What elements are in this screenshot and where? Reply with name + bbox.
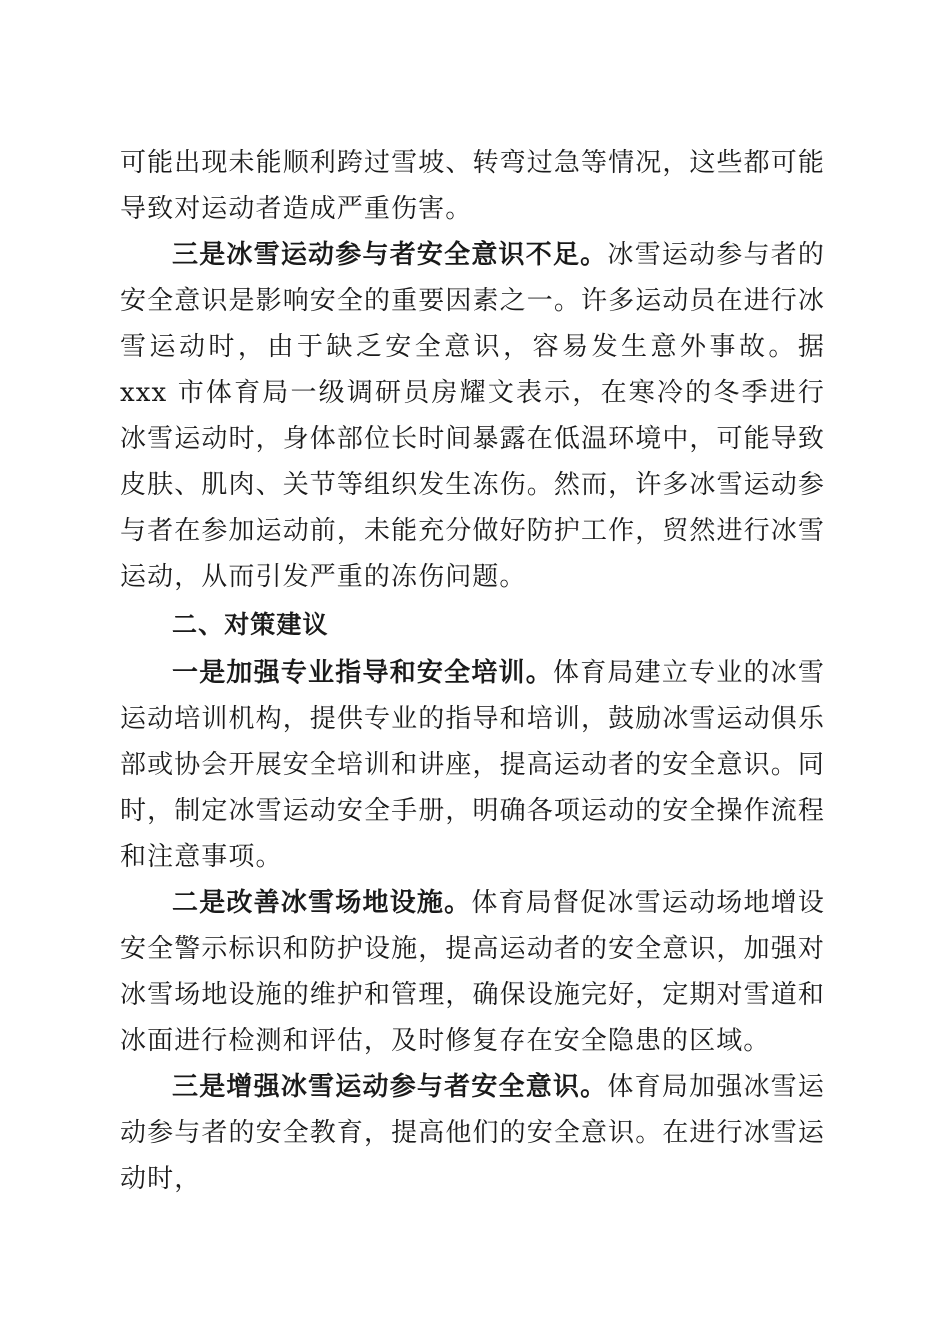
suggestion-text: 体育局加强冰雪运动参与者的安全教育，提高他们的安全意识。在进行冰雪运动时， [120,1072,825,1194]
suggestion-facilities [120,880,825,1064]
paragraph-lead: 三是冰雪运动参与者安全意识不足。 [172,240,608,270]
paragraph-continuation [120,140,825,232]
suggestion-training [120,650,825,880]
suggestion-lead: 一是加强专业指导和安全培训。 [172,658,553,688]
suggestion-lead: 三是增强冰雪运动参与者安全意识。 [172,1072,608,1102]
suggestion-text: 体育局督促冰雪运动场地增设安全警示标识和防护设施，提高运动者的安全意识，加强对冰雪场地设施的维护和管理，确保设施完好，定期对雪道和冰面进行检测和评估，及时修复存在安全隐患的区域。 [120,888,825,1056]
paragraph-text: 可能出现未能顺利跨过雪坡、转弯过急等情况，这些都可能导致对运动者造成严重伤害。 [120,148,825,224]
section-heading: 二、对策建议 [172,610,329,639]
document-body [120,140,825,1202]
suggestion-lead: 二是改善冰雪场地设施。 [172,888,472,918]
suggestion-text: 体育局建立专业的冰雪运动培训机构，提供专业的指导和培训，鼓励冰雪运动俱乐部或协会开展安全培训和讲座，提高运动者的安全意识。同时，制定冰雪运动安全手册，明确各项运动的安全操作流程和注意事项。 [120,658,825,872]
suggestion-awareness [120,1064,825,1202]
paragraph-safety-awareness [120,232,825,600]
paragraph-text: 冰雪运动参与者的安全意识是影响安全的重要因素之一。许多运动员在进行冰雪运动时，由于缺乏安全意识，容易发生意外事故。据 xxx 市体育局一级调研员房耀文表示，在寒冷的冬季进行冰雪运动时，身体部位长时间暴露在低温环境中，可能导致皮肤、肌肉、关节等组织发生冻伤。然而，许多冰雪运动参与者在参加运动前，未能充分做好防护工作，贸然进行冰雪运动，从而引发严重的冻伤问题。 [120,240,825,592]
